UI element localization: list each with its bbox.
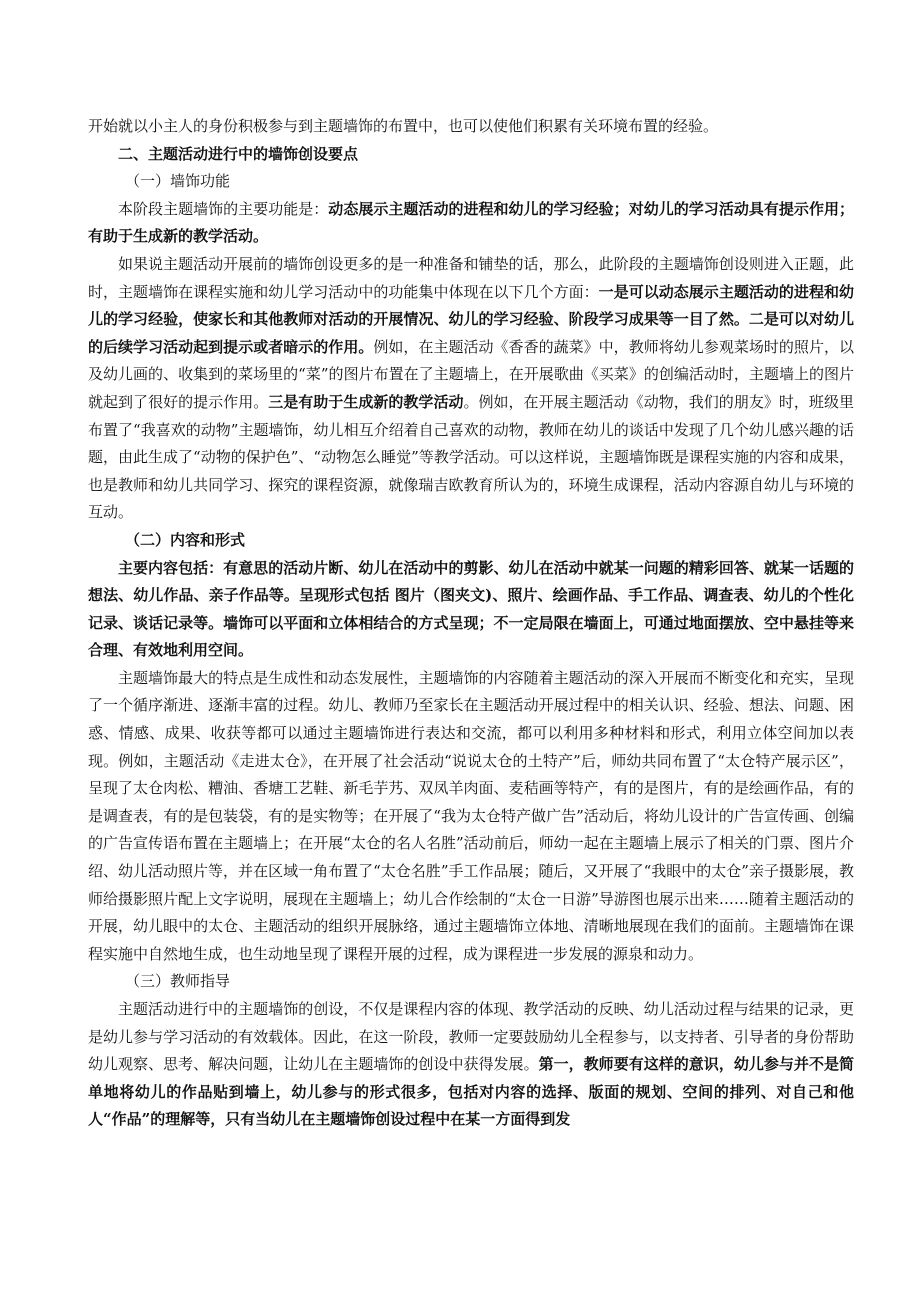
paragraph-teacher-guidance (88, 996, 854, 1134)
bold-text-run: 第一，教师要有这样的意识，幼儿参与并不是简单地将幼儿的作品贴到墙上，幼儿参与的形式很多，包括对内容的选择、版面的规划、空间的排列、对自己和他人“作品”的理解等，只有当幼儿在主题墙饰创设过程中在某一方面得到发 (88, 1055, 854, 1129)
subheading-content-form: （二）内容和形式 (125, 530, 246, 549)
text-run: 本阶段主题墙饰的主要功能是： (118, 199, 329, 218)
bold-text-run: 三是有助于生成新的教学活动 (268, 392, 464, 411)
subheading-teacher-guidance: （三）教师指导 (125, 972, 231, 991)
text-run: 。例如，在开展主题活动《动物，我们的朋友》时，班级里布置了“我喜欢的动物”主题墙饰，幼儿相互介绍着自己喜欢的动物，教师在幼儿的谈话中发现了几个幼儿感兴趣的话题，由此生成了“动物的保护色”、“动物怎么睡觉”等教学活动。可以这样说，主题墙饰既是课程实施的内容和成果，也是教师和幼儿共同学习、探究的课程资源，就像瑞吉欧教育所认为的，环境生成课程，活动内容源自幼儿与环境的互动。 (88, 392, 854, 522)
document-page (88, 113, 854, 1134)
paragraph-content-form: 主要内容包括：有意思的活动片断、幼儿在活动中的剪影、幼儿在活动中就某一问题的精彩回答、就某一话题的想法、幼儿作品、亲子作品等。呈现形式包括 图片（图夹文)、照片、绘画作品、手工作品、调查表、幼儿的个性化记录、谈话记录等。墙饰可以平面和立体相结合的方式呈现；不一定局限在墙面上，可通过地面摆放、空中悬挂等来合理、有效地利用空间。 (88, 558, 854, 660)
paragraph-intro-continuation: 开始就以小主人的身份积极参与到主题墙饰的布置中，也可以使他们积累有关环境布置的经验。 (88, 117, 719, 135)
paragraph-dynamic-development: 主题墙饰最大的特点是生成性和动态发展性，主题墙饰的内容随着主题活动的深入开展而不断变化和充实，呈现了一个循序渐进、逐渐丰富的过程。幼儿、教师乃至家长在主题活动开展过程中的相关认识、经验、想法、问题、困惑、情感、成果、收获等都可以通过主题墙饰进行表达和交流，都可以利用多种材料和形式，利用立体空间加以表现。例如，主题活动《走进太仓》，在开展了社会活动“说说太仓的土特产”后，师幼共同布置了“太仓特产展示区”，呈现了太仓肉松、糟油、香塘工艺鞋、新毛芋艿、双凤羊肉面、麦秸画等特产，有的是图片，有的是绘画作品，有的是调查表，有的是包装袋，有的是实物等；在开展了“我为太仓特产做广告”活动后，将幼儿设计的广告宣传画、创编的广告宣传语布置在主题墙上；在开展“太仓的名人名胜”活动前后，师幼一起在主题墙上展示了相关的门票、图片介绍、幼儿活动照片等，并在区域一角布置了“太仓名胜”手工作品展；随后，又开展了“我眼中的太仓”亲子摄影展，教师给摄影照片配上文字说明，展现在主题墙上；幼儿合作绘制的“太仓一日游”导游图也展示出来……随着主题活动的开展，幼儿眼中的太仓、主题活动的组织开展脉络，通过主题墙饰立体地、清晰地展现在我们的面前。主题墙饰在课程实施中自然地生成，也生动地呈现了课程开展的过程，成为课程进一步发展的源泉和动力。 (88, 668, 854, 963)
bold-text-run: 一是可以动态展示主题活动的进程和幼儿的学习经验，使家长和其他教师对活动的开展情况、幼儿的学习经验、阶段学习成果等一目了然。二是可以对幼儿的后续学习活动起到提示或者暗示的作用。 (88, 282, 854, 356)
subheading-wall-function: （一）墙饰功能 (125, 172, 231, 191)
text-run: 如果说主题活动开展前的墙饰创设更多的是一种准备和铺垫的话，那么，此阶段的主题墙饰创设则进入正题，此时，主题墙饰在课程实施和幼儿学习活动中的功能集中体现在以下几个方面： (88, 254, 854, 301)
text-run: 例如，在主题活动《香香的蔬菜》中，教师将幼儿参观菜场时的照片，以及幼儿画的、收集到的菜场里的“菜”的图片布置在了主题墙上，在开展歌曲《买菜》的创编活动时，主题墙上的图片就起到了很好的提示作用。 (88, 337, 854, 411)
paragraph-function-details (88, 251, 854, 527)
text-run: 主题活动进行中的主题墙饰的创设，不仅是课程内容的体现、教学活动的反映、幼儿活动过程与结果的记录，更是幼儿参与学习活动的有效载体。因此，在这一阶段，教师一定要鼓励幼儿全程参与，以支持者、引导者的身份帮助幼儿观察、思考、解决问题，让幼儿在主题墙饰的创设中获得发展。 (88, 1000, 854, 1074)
paragraph-main-function (88, 196, 854, 251)
bold-text-run: 动态展示主题活动的进程和幼儿的学习经验；对幼儿的学习活动具有提示作用；有助于生成新的教学活动。 (88, 199, 854, 246)
section-heading-2: 二、主题活动进行中的墙饰创设要点 (118, 144, 359, 163)
